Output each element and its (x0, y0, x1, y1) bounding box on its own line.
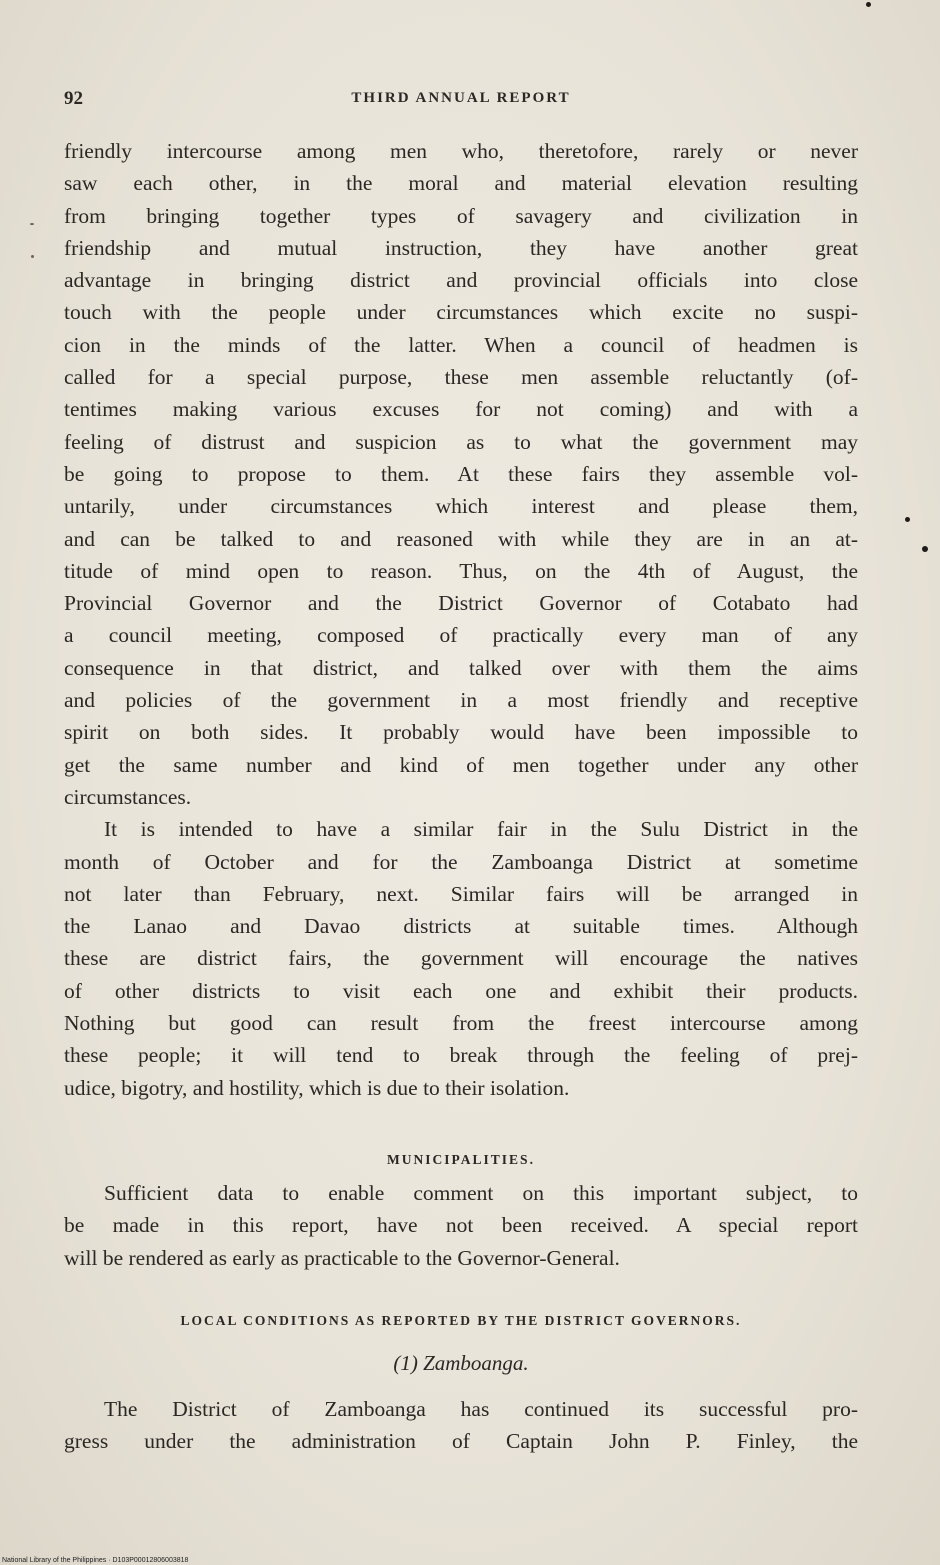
text-line: the Lanao and Davao districts at suitable times. Although (64, 914, 858, 939)
text-line: of other districts to visit each one and exhibit their products. (64, 978, 858, 1003)
text-line: saw each other, in the moral and material elevation resulting (64, 171, 858, 196)
text-line: not later than February, next. Similar fairs will be arranged in (64, 881, 858, 906)
running-title: THIRD ANNUAL REPORT (351, 90, 571, 106)
text-line: get the same number and kind of men together under any other (64, 752, 858, 777)
text-line: friendship and mutual instruction, they have another great (64, 235, 858, 260)
section-heading-municipalities: MUNICIPALITIES. (387, 1152, 535, 1167)
text-line: will be rendered as early as practicable to the Governor-General. (64, 1245, 620, 1270)
footer-credit: National Library of the Philippines · D103P00012806003818 (2, 1557, 189, 1564)
paragraph-municipalities (64, 1177, 858, 1274)
text-line: from bringing together types of savagery and civilization in (64, 203, 858, 228)
scan-speck (866, 2, 871, 7)
text-line: Nothing but good can result from the freest intercourse among (64, 1011, 858, 1036)
scan-speck (31, 255, 34, 258)
text-line: titude of mind open to reason. Thus, on the 4th of August, the (64, 558, 858, 583)
text-line: cion in the minds of the latter. When a council of headmen is (64, 332, 858, 357)
text-line: a council meeting, composed of practically every man of any (64, 623, 858, 648)
paragraph-zamboanga (64, 1393, 858, 1458)
scan-speck (922, 546, 928, 552)
text-line: gress under the administration of Captain John P. Finley, the (64, 1429, 858, 1454)
text-line: consequence in that district, and talked over with them the aims (64, 655, 858, 680)
section-heading-local-conditions: LOCAL CONDITIONS AS REPORTED BY THE DISTRICT GOVERNORS. (180, 1313, 742, 1328)
text-line: and policies of the government in a most friendly and receptive (64, 688, 858, 713)
running-head (64, 88, 858, 110)
text-line: Provincial Governor and the District Governor of Cotabato had (64, 591, 858, 616)
scan-speck (905, 517, 910, 522)
text-line: It is intended to have a similar fair in the Sulu District in the (104, 817, 858, 842)
text-line: Sufficient data to enable comment on this important subject, to (104, 1181, 858, 1205)
text-line: be going to propose to them. At these fairs they assemble vol- (64, 461, 858, 486)
text-line: called for a special purpose, these men assemble reluctantly (of- (64, 365, 858, 390)
text-line: The District of Zamboanga has continued its successful pro- (104, 1397, 858, 1421)
text-line: month of October and for the Zamboanga District at sometime (64, 849, 858, 874)
text-line: feeling of distrust and suspicion as to what the government may (64, 429, 858, 454)
text-line: untarily, under circumstances which interest and please them, (64, 494, 858, 519)
subheading-zamboanga: (1) Zamboanga. (393, 1351, 529, 1375)
page-number: 92 (64, 88, 83, 109)
scan-speck (30, 223, 34, 225)
text-line: udice, bigotry, and hostility, which is due to their isolation. (64, 1075, 570, 1100)
text-line: advantage in bringing district and provincial officials into close (64, 268, 858, 293)
text-line: friendly intercourse among men who, theretofore, rarely or never (64, 139, 858, 163)
text-line: spirit on both sides. It probably would have been impossible to (64, 720, 858, 745)
text-line: these are district fairs, the government will encourage the natives (64, 946, 858, 971)
text-line: touch with the people under circumstances which excite no suspi- (64, 300, 858, 325)
text-line: tentimes making various excuses for not coming) and with a (64, 397, 858, 422)
paragraph-continued (64, 135, 858, 1104)
text-line: and can be talked to and reasoned with while they are in an at- (64, 526, 858, 551)
text-line: circumstances. (64, 784, 192, 809)
text-line: these people; it will tend to break through the feeling of prej- (64, 1043, 858, 1068)
text-line: be made in this report, have not been received. A special report (64, 1213, 858, 1238)
